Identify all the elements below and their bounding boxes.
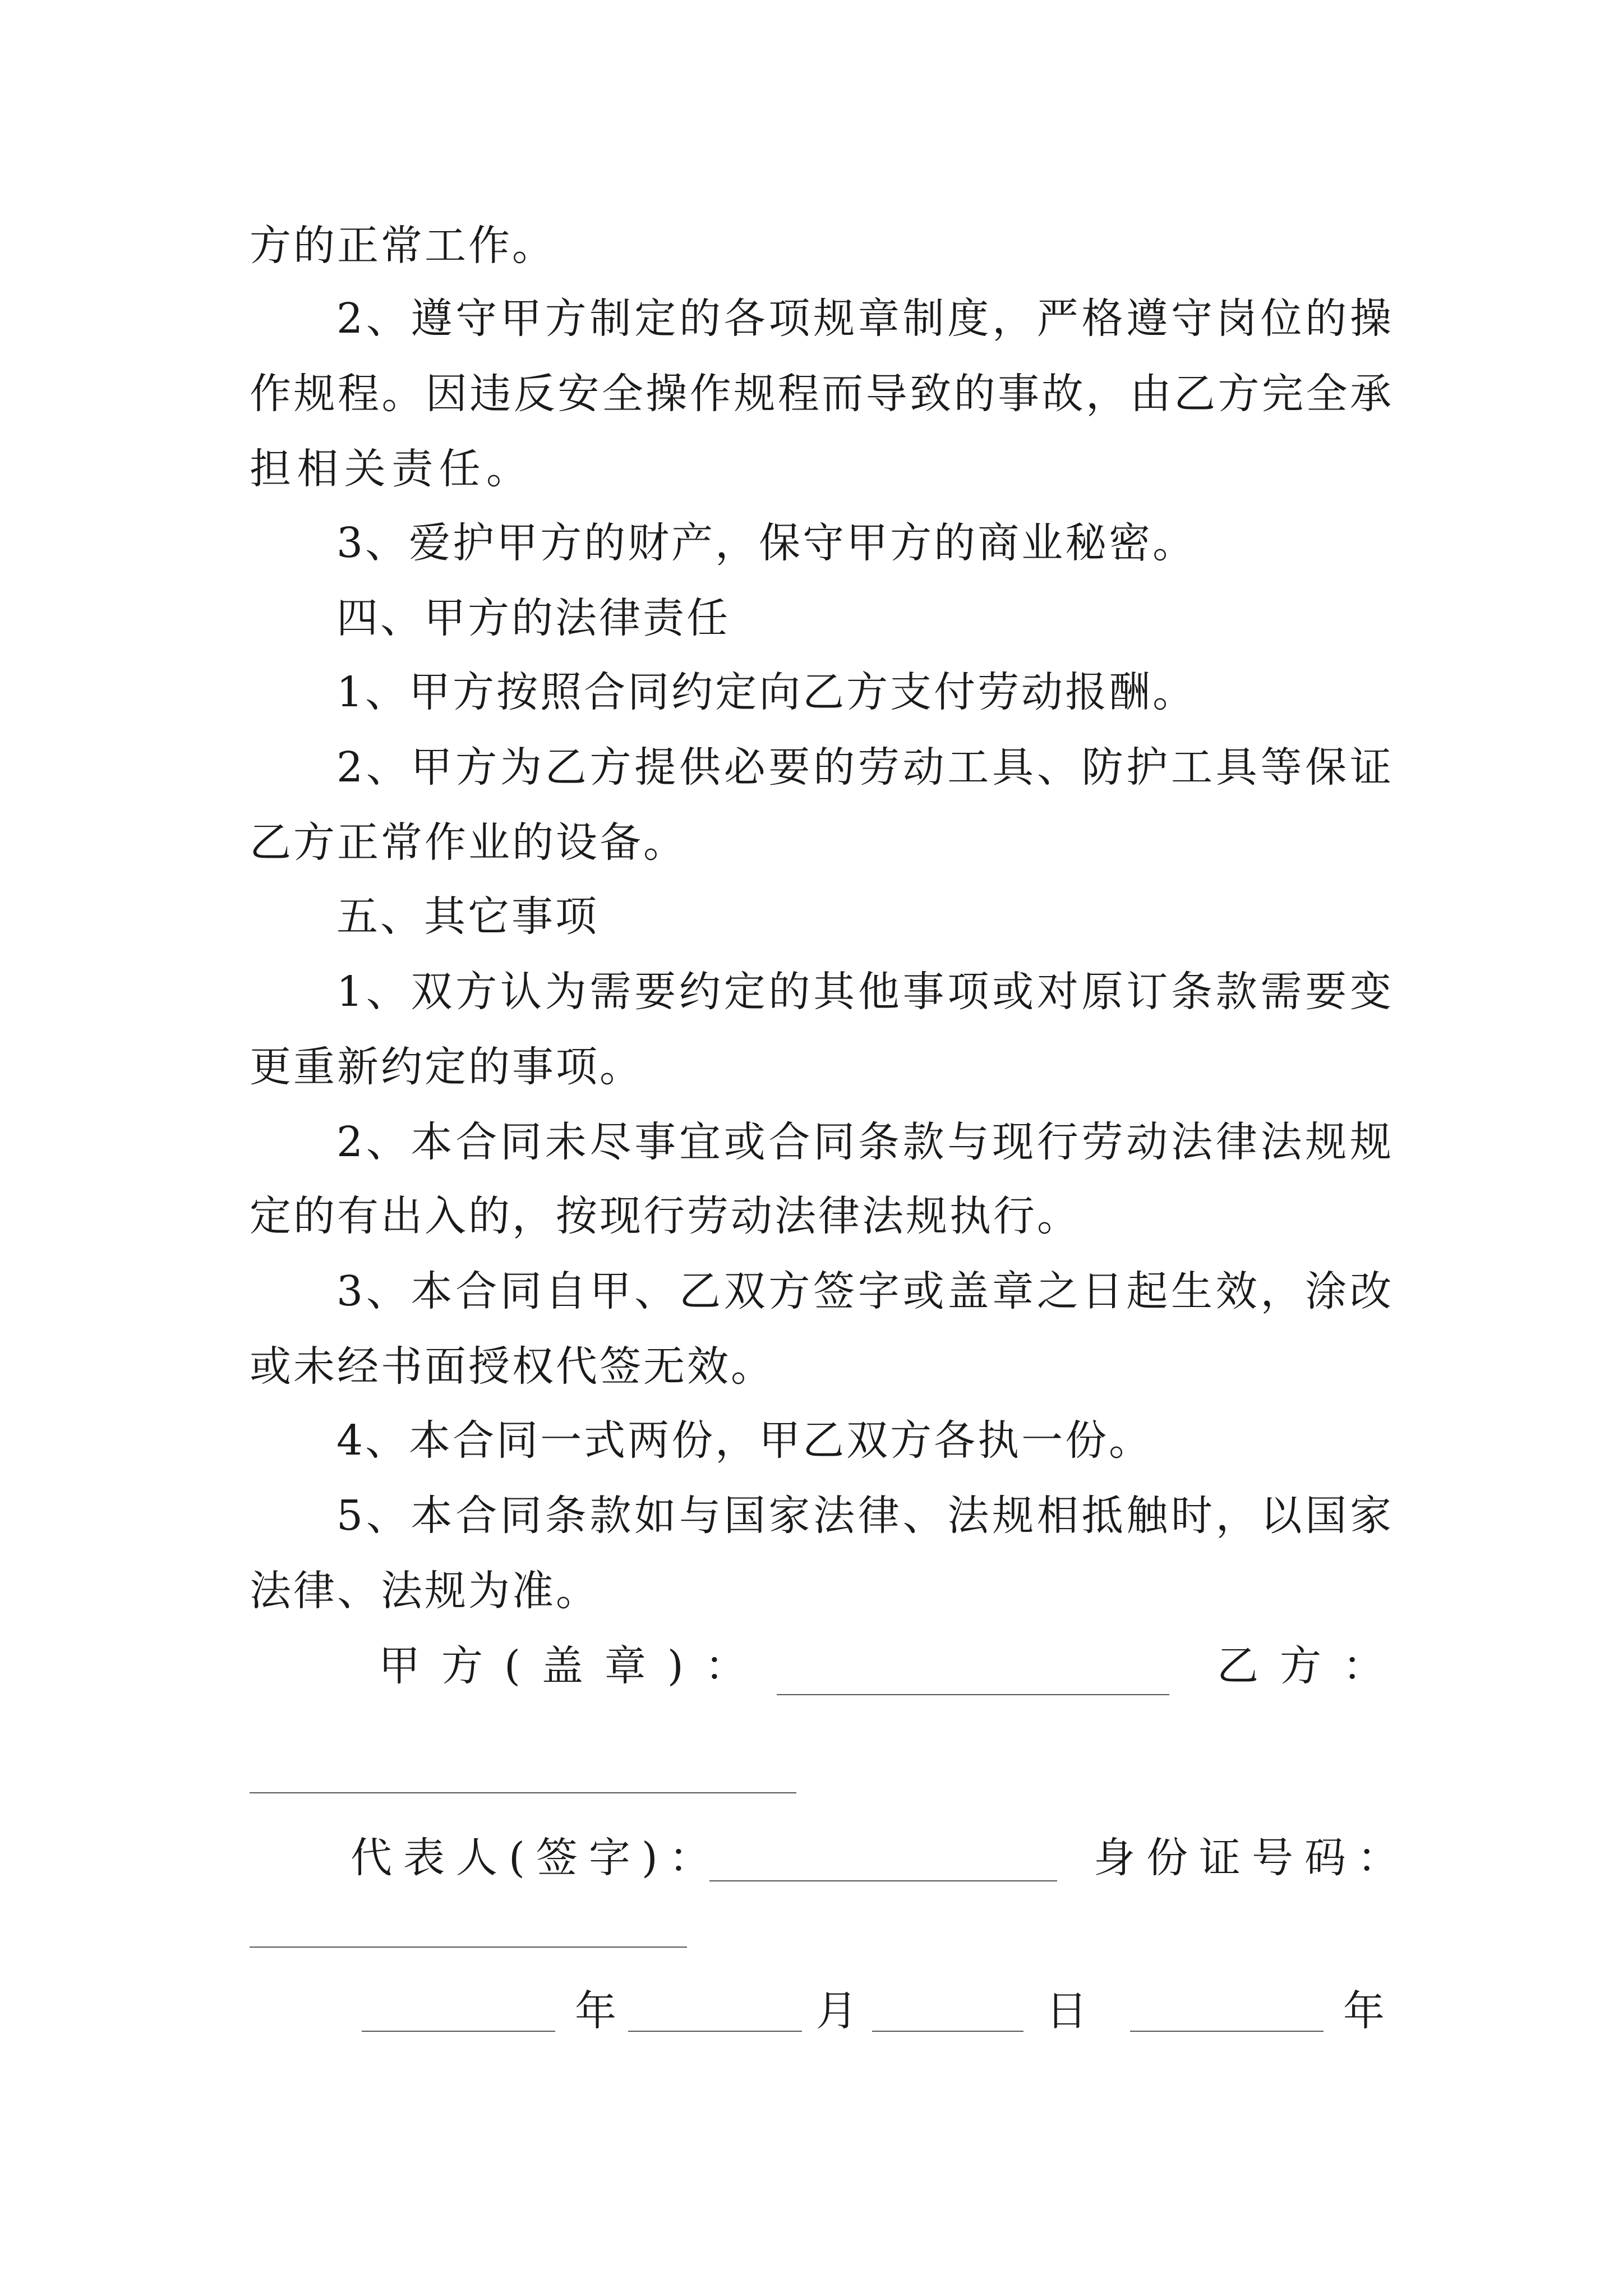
paragraph-line: 方的正常工作。 <box>250 222 556 270</box>
party-b-label: 乙方： <box>1217 1642 1405 1690</box>
paragraph-line: 4、本合同一式两份，甲乙双方各执一份。 <box>336 1416 1153 1465</box>
month-label: 月 <box>816 1987 857 2035</box>
paragraph-line: 2、甲方为乙方提供必要的劳动工具、防护工具等保证 <box>336 743 1394 792</box>
year-blank-2[interactable] <box>1130 2031 1324 2032</box>
paragraph-line: 担相关责任。 <box>250 445 530 493</box>
paragraph-line: 定的有出入的，按现行劳动法律法规执行。 <box>250 1192 1081 1240</box>
representative-signature-label: 代表人(签字)： <box>351 1834 722 1882</box>
paragraph-line: 更重新约定的事项。 <box>250 1043 643 1091</box>
year-label: 年 <box>575 1987 616 2035</box>
paragraph-line: 5、本合同条款如与国家法律、法规相抵触时，以国家 <box>336 1492 1394 1540</box>
representative-signature-blank[interactable] <box>709 1880 1057 1881</box>
paragraph-line: 3、爱护甲方的财产，保守甲方的商业秘密。 <box>336 519 1197 567</box>
year-label-2: 年 <box>1343 1987 1385 2035</box>
party-b-blank[interactable] <box>250 1792 796 1793</box>
paragraph-line: 法律、法规为准。 <box>250 1567 600 1615</box>
year-blank[interactable] <box>362 2031 555 2032</box>
section-heading: 四、甲方的法律责任 <box>336 594 730 642</box>
paragraph-line: 或未经书面授权代签无效。 <box>250 1342 774 1391</box>
id-number-label: 身份证号码： <box>1094 1834 1410 1882</box>
paragraph-line: 1、双方认为需要约定的其他事项或对原订条款需要变 <box>336 968 1394 1016</box>
party-a-seal-blank[interactable] <box>777 1694 1169 1695</box>
paragraph-line: 3、本合同自甲、乙双方签字或盖章之日起生效，涂改 <box>336 1267 1394 1315</box>
paragraph-line: 2、本合同未尽事宜或合同条款与现行劳动法律法规规 <box>336 1118 1394 1166</box>
paragraph-line: 作规程。因违反安全操作规程而导致的事故，由乙方完全承 <box>250 370 1394 418</box>
paragraph-line: 1、甲方按照合同约定向乙方支付劳动报酬。 <box>336 668 1197 716</box>
paragraph-line: 2、遵守甲方制定的各项规章制度，严格遵守岗位的操 <box>336 295 1394 343</box>
party-a-seal-label: 甲方(盖章)： <box>379 1642 768 1690</box>
day-label: 日 <box>1046 1987 1087 2035</box>
paragraph-line: 乙方正常作业的设备。 <box>250 818 687 867</box>
day-blank[interactable] <box>872 2031 1023 2032</box>
month-blank[interactable] <box>628 2031 802 2032</box>
id-number-blank[interactable] <box>250 1947 687 1948</box>
section-heading: 五、其它事项 <box>336 892 599 941</box>
